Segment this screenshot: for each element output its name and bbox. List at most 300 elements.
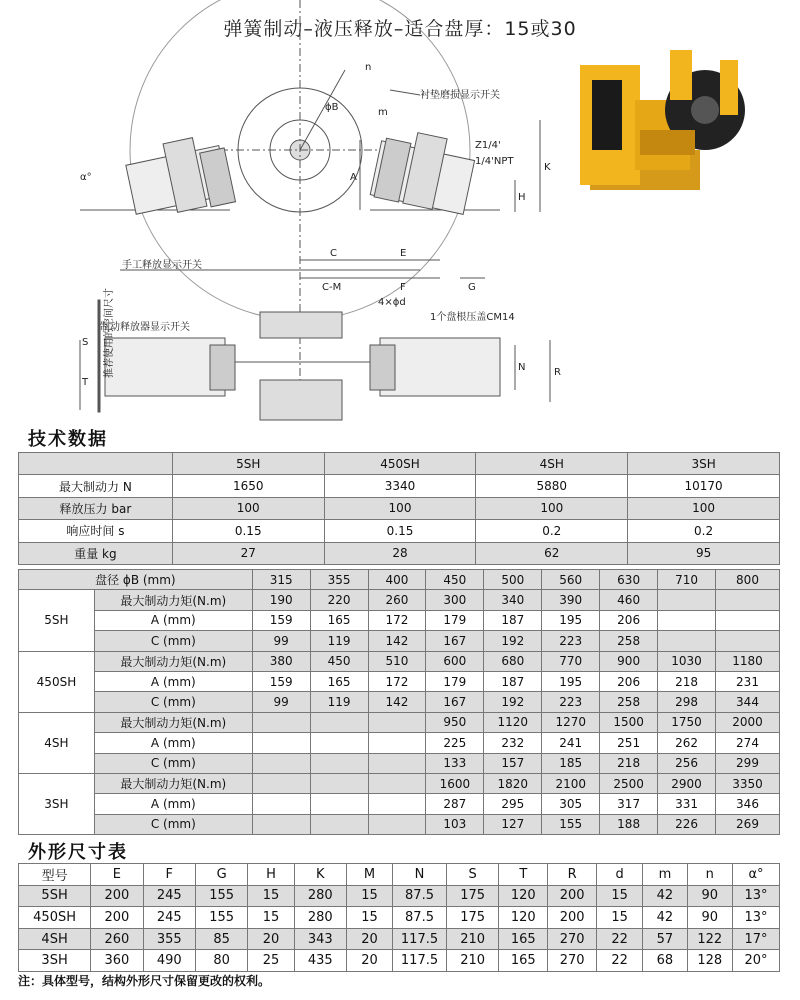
dims-cell: 343	[294, 928, 346, 950]
disc-row-label: A (mm)	[94, 671, 252, 691]
dims-cell: 490	[143, 950, 195, 972]
label-n-small: n	[365, 62, 372, 73]
disc-row	[19, 753, 780, 773]
dims-cell: 360	[91, 950, 143, 972]
disc-value-cell	[252, 773, 310, 793]
label-phib: ϕB	[325, 102, 339, 113]
disc-value-cell: 218	[658, 671, 716, 691]
photo-disc-hub	[691, 96, 719, 124]
disc-row-label: A (mm)	[94, 733, 252, 753]
disc-value-cell: 165	[310, 671, 368, 691]
disc-value-cell	[716, 631, 780, 651]
dims-cell: 90	[687, 885, 732, 907]
dims-cell: 200	[548, 907, 597, 929]
tech-cell: 最大制动力 N	[19, 475, 173, 497]
dims-header-cell: 型号	[19, 864, 91, 886]
disc-value-cell: 99	[252, 631, 310, 651]
disc-value-cell: 317	[600, 794, 658, 814]
disc-model-cell: 3SH	[19, 773, 95, 834]
dims-cell: 22	[597, 928, 643, 950]
disc-table	[18, 569, 780, 835]
dims-header-cell: R	[548, 864, 597, 886]
disc-row	[19, 794, 780, 814]
dims-heading: 外形尺寸表	[28, 842, 128, 863]
disc-row	[19, 773, 780, 793]
disc-value-cell: 251	[600, 733, 658, 753]
dims-cell: 280	[294, 885, 346, 907]
disc-value-cell: 340	[484, 590, 542, 610]
disc-value-cell	[658, 590, 716, 610]
dims-header-cell: α°	[732, 864, 779, 886]
disc-value-cell: 172	[368, 610, 426, 630]
dims-cell: 3SH	[19, 950, 91, 972]
dims-cell: 13°	[732, 907, 779, 929]
dims-cell: 117.5	[393, 950, 447, 972]
tech-cell: 5880	[476, 475, 628, 497]
dims-cell: 175	[446, 907, 498, 929]
dims-cell: 13°	[732, 885, 779, 907]
disc-value-cell: 225	[426, 733, 484, 753]
disc-value-cell: 295	[484, 794, 542, 814]
dims-cell: 20	[248, 928, 294, 950]
dims-row	[19, 928, 780, 950]
disc-value-cell	[252, 753, 310, 773]
disc-value-cell: 179	[426, 671, 484, 691]
disc-value-cell: 206	[600, 610, 658, 630]
disc-value-cell: 241	[542, 733, 600, 753]
disc-value-cell	[310, 712, 368, 732]
dims-cell: 270	[548, 950, 597, 972]
disc-value-cell: 142	[368, 631, 426, 651]
disc-value-cell: 950	[426, 712, 484, 732]
dims-cell: 165	[499, 950, 548, 972]
label-c: C	[330, 248, 337, 259]
disc-value-cell: 390	[542, 590, 600, 610]
disc-value-cell: 167	[426, 631, 484, 651]
tech-cell: 响应时间 s	[19, 520, 173, 542]
dims-cell: 15	[597, 907, 643, 929]
disc-row	[19, 712, 780, 732]
disc-model-cell: 5SH	[19, 590, 95, 651]
disc-diameter-cell: 450	[426, 570, 484, 590]
disc-value-cell: 192	[484, 692, 542, 712]
disc-value-cell: 167	[426, 692, 484, 712]
label-cm: C-M	[322, 282, 342, 293]
dims-cell: 15	[248, 885, 294, 907]
disc-value-cell: 119	[310, 692, 368, 712]
space-marker	[98, 300, 100, 412]
disc-value-cell: 159	[252, 671, 310, 691]
disc-model-cell: 450SH	[19, 651, 95, 712]
label-s: S	[82, 337, 89, 348]
tech-header-cell: 3SH	[628, 453, 780, 475]
photo-right-arm	[720, 60, 738, 115]
disc-value-cell: 206	[600, 671, 658, 691]
disc-diameter-cell: 400	[368, 570, 426, 590]
disc-model-cell: 4SH	[19, 712, 95, 773]
disc-value-cell: 2500	[600, 773, 658, 793]
disc-value-cell	[310, 773, 368, 793]
tech-cell: 3340	[324, 475, 476, 497]
tech-cell: 0.2	[476, 520, 628, 542]
dims-header-cell: T	[499, 864, 548, 886]
disc-value-cell: 133	[426, 753, 484, 773]
dims-cell: 87.5	[393, 885, 447, 907]
tech-heading: 技术数据	[28, 429, 108, 450]
dims-header-cell: d	[597, 864, 643, 886]
disc-value-cell: 1180	[716, 651, 780, 671]
label-lining-wear: 衬垫磨损显示开关	[420, 90, 500, 101]
disc-row	[19, 651, 780, 671]
disc-row-label: C (mm)	[94, 753, 252, 773]
label-z: Z1/4'	[475, 140, 501, 151]
label-plug: 1个盘根压盖CM14	[430, 312, 515, 323]
disc-value-cell: 2900	[658, 773, 716, 793]
disc-value-cell	[658, 631, 716, 651]
disc-row	[19, 692, 780, 712]
disc-diameter-cell: 355	[310, 570, 368, 590]
disc-value-cell	[310, 753, 368, 773]
dims-cell: 117.5	[393, 928, 447, 950]
tech-cell: 27	[172, 542, 324, 564]
dims-cell: 20°	[732, 950, 779, 972]
disc-value-cell: 274	[716, 733, 780, 753]
label-t: T	[82, 377, 89, 388]
label-r: R	[554, 367, 561, 378]
dims-cell: 87.5	[393, 907, 447, 929]
disc-diameter-cell: 710	[658, 570, 716, 590]
photo-dark-panel	[592, 80, 622, 150]
label-space: 推荐使用的空间尺寸	[104, 288, 115, 378]
tech-row	[19, 497, 780, 519]
disc-value-cell: 305	[542, 794, 600, 814]
label-e: E	[400, 248, 407, 259]
disc-value-cell: 157	[484, 753, 542, 773]
disc-value-cell: 260	[368, 590, 426, 610]
disc-row	[19, 590, 780, 610]
dims-header-cell: F	[143, 864, 195, 886]
disc-value-cell: 185	[542, 753, 600, 773]
dims-cell: 4SH	[19, 928, 91, 950]
tech-cell: 100	[628, 497, 780, 519]
leader-wear	[390, 90, 420, 95]
disc-value-cell: 165	[310, 610, 368, 630]
disc-value-cell: 232	[484, 733, 542, 753]
disc-value-cell: 460	[600, 590, 658, 610]
tech-cell: 0.2	[628, 520, 780, 542]
dims-header-cell: n	[687, 864, 732, 886]
disc-value-cell: 1030	[658, 651, 716, 671]
label-a: A	[350, 172, 357, 183]
dims-cell: 122	[687, 928, 732, 950]
disc-row-label: 最大制动力矩(N.m)	[94, 773, 252, 793]
tech-cell: 0.15	[172, 520, 324, 542]
dims-cell: 20	[346, 950, 392, 972]
disc-diameter-cell: 800	[716, 570, 780, 590]
shaft-bottom	[260, 380, 342, 420]
disc-value-cell	[368, 794, 426, 814]
dims-header-cell: N	[393, 864, 447, 886]
dims-cell: 15	[346, 907, 392, 929]
dims-cell: 245	[143, 907, 195, 929]
disc-value-cell	[310, 814, 368, 834]
disc-value-cell: 99	[252, 692, 310, 712]
disc-value-cell: 223	[542, 692, 600, 712]
technical-drawing	[60, 40, 560, 420]
disc-value-cell: 155	[542, 814, 600, 834]
page-title: 弹簧制动–液压释放–适合盘厚：15或30	[223, 18, 577, 40]
disc-value-cell: 331	[658, 794, 716, 814]
shaft-top	[260, 312, 342, 338]
dims-cell: 22	[597, 950, 643, 972]
tech-cell: 1650	[172, 475, 324, 497]
disc-row-label: C (mm)	[94, 692, 252, 712]
disc-header-row	[19, 570, 780, 590]
dims-cell: 15	[346, 885, 392, 907]
tech-cell: 释放压力 bar	[19, 497, 173, 519]
disc-value-cell: 300	[426, 590, 484, 610]
disc-value-cell: 1600	[426, 773, 484, 793]
disc-value-cell: 190	[252, 590, 310, 610]
tech-cell: 0.15	[324, 520, 476, 542]
label-alpha: α°	[80, 172, 92, 183]
disc-value-cell: 159	[252, 610, 310, 630]
disc-value-cell	[252, 712, 310, 732]
dims-cell: 128	[687, 950, 732, 972]
disc-value-cell: 103	[426, 814, 484, 834]
dims-cell: 57	[643, 928, 687, 950]
disc-value-cell	[310, 733, 368, 753]
disc-value-cell: 258	[600, 631, 658, 651]
dims-cell: 280	[294, 907, 346, 929]
dims-cell: 200	[548, 885, 597, 907]
dims-table	[18, 863, 780, 972]
label-k: K	[544, 162, 551, 173]
dims-header-cell: K	[294, 864, 346, 886]
label-release-switch: 制动释放器显示开关	[100, 322, 190, 333]
disc-row-label: C (mm)	[94, 631, 252, 651]
dims-cell: 25	[248, 950, 294, 972]
disc-value-cell	[252, 733, 310, 753]
dims-header-cell: G	[195, 864, 247, 886]
disc-diameter-cell: 560	[542, 570, 600, 590]
dims-cell: 120	[499, 885, 548, 907]
disc-diameter-cell: 500	[484, 570, 542, 590]
disc-value-cell: 1820	[484, 773, 542, 793]
disc-value-cell: 256	[658, 753, 716, 773]
disc-value-cell: 600	[426, 651, 484, 671]
right-caliper-top	[380, 338, 500, 396]
tech-cell: 62	[476, 542, 628, 564]
footnote: 注：具体型号，结构外形尺寸保留更改的权利。	[18, 974, 271, 988]
disc-value-cell: 510	[368, 651, 426, 671]
disc-value-cell: 346	[716, 794, 780, 814]
disc-row	[19, 733, 780, 753]
dims-cell: 260	[91, 928, 143, 950]
disc-value-cell: 1270	[542, 712, 600, 732]
disc-value-cell: 226	[658, 814, 716, 834]
disc-value-cell: 298	[658, 692, 716, 712]
dims-cell: 155	[195, 885, 247, 907]
label-m: m	[378, 107, 388, 118]
tech-cell: 100	[324, 497, 476, 519]
dims-row	[19, 885, 780, 907]
dims-cell: 5SH	[19, 885, 91, 907]
disc-row-label: A (mm)	[94, 794, 252, 814]
tech-header-cell: 5SH	[172, 453, 324, 475]
disc-value-cell: 900	[600, 651, 658, 671]
disc-row	[19, 610, 780, 630]
photo-arm	[670, 50, 692, 100]
tech-header-cell: 4SH	[476, 453, 628, 475]
dims-cell: 210	[446, 928, 498, 950]
disc-value-cell: 344	[716, 692, 780, 712]
label-n: N	[518, 362, 526, 373]
dims-cell: 80	[195, 950, 247, 972]
disc-row-label: A (mm)	[94, 610, 252, 630]
disc-value-cell: 188	[600, 814, 658, 834]
dims-cell: 200	[91, 885, 143, 907]
dims-cell: 155	[195, 907, 247, 929]
label-f: F	[400, 282, 406, 293]
tech-cell: 10170	[628, 475, 780, 497]
dims-cell: 450SH	[19, 907, 91, 929]
right-pad	[370, 345, 395, 390]
tech-header-row	[19, 453, 780, 475]
dims-cell: 17°	[732, 928, 779, 950]
tech-row	[19, 542, 780, 564]
disc-value-cell: 1500	[600, 712, 658, 732]
dims-cell: 42	[643, 885, 687, 907]
disc-value-cell	[658, 610, 716, 630]
dims-row	[19, 907, 780, 929]
disc-value-cell: 119	[310, 631, 368, 651]
disc-row-label: C (mm)	[94, 814, 252, 834]
disc-row	[19, 814, 780, 834]
disc-value-cell	[716, 610, 780, 630]
disc-value-cell: 2100	[542, 773, 600, 793]
disc-header-label: 盘径 ϕB (mm)	[19, 570, 253, 590]
dims-cell: 20	[346, 928, 392, 950]
dims-cell: 165	[499, 928, 548, 950]
disc-value-cell: 1120	[484, 712, 542, 732]
disc-value-cell: 195	[542, 610, 600, 630]
dims-cell: 120	[499, 907, 548, 929]
tech-cell: 28	[324, 542, 476, 564]
dims-header-cell: E	[91, 864, 143, 886]
label-g: G	[468, 282, 476, 293]
disc-value-cell: 2000	[716, 712, 780, 732]
disc-value-cell	[368, 814, 426, 834]
disc-value-cell: 770	[542, 651, 600, 671]
disc-value-cell	[368, 712, 426, 732]
tech-header-cell	[19, 453, 173, 475]
disc-value-cell	[368, 773, 426, 793]
disc-value-cell: 380	[252, 651, 310, 671]
label-holes: 4×ϕd	[378, 297, 406, 308]
photo-cylinder	[640, 130, 695, 155]
disc-value-cell: 220	[310, 590, 368, 610]
disc-row-label: 最大制动力矩(N.m)	[94, 590, 252, 610]
dims-cell: 210	[446, 950, 498, 972]
disc-value-cell: 192	[484, 631, 542, 651]
dims-header-cell: m	[643, 864, 687, 886]
disc-row	[19, 671, 780, 691]
dims-header-cell: H	[248, 864, 294, 886]
left-caliper-side	[126, 138, 236, 215]
disc-value-cell: 179	[426, 610, 484, 630]
dims-cell: 270	[548, 928, 597, 950]
disc-diameter-cell: 630	[600, 570, 658, 590]
disc-value-cell: 680	[484, 651, 542, 671]
dims-header-row	[19, 864, 780, 886]
disc-row-label: 最大制动力矩(N.m)	[94, 651, 252, 671]
tech-cell: 100	[172, 497, 324, 519]
tech-header-cell: 450SH	[324, 453, 476, 475]
dims-cell: 68	[643, 950, 687, 972]
tech-cell: 100	[476, 497, 628, 519]
disc-value-cell: 262	[658, 733, 716, 753]
dims-cell: 90	[687, 907, 732, 929]
tech-row	[19, 520, 780, 542]
disc-value-cell: 3350	[716, 773, 780, 793]
disc-value-cell: 195	[542, 671, 600, 691]
left-caliper-top	[105, 338, 225, 396]
disc-value-cell	[716, 590, 780, 610]
dims-cell: 245	[143, 885, 195, 907]
disc-value-cell: 269	[716, 814, 780, 834]
disc-value-cell	[368, 733, 426, 753]
dims-cell: 42	[643, 907, 687, 929]
disc-diameter-cell: 315	[252, 570, 310, 590]
disc-row	[19, 631, 780, 651]
disc-value-cell: 127	[484, 814, 542, 834]
tech-table	[18, 452, 780, 565]
right-caliper-side	[370, 133, 474, 215]
disc-value-cell: 187	[484, 671, 542, 691]
disc-value-cell: 187	[484, 610, 542, 630]
disc-value-cell: 287	[426, 794, 484, 814]
disc-value-cell: 1750	[658, 712, 716, 732]
disc-value-cell: 231	[716, 671, 780, 691]
dims-cell: 15	[248, 907, 294, 929]
disc-value-cell: 172	[368, 671, 426, 691]
dims-cell: 200	[91, 907, 143, 929]
dims-cell: 435	[294, 950, 346, 972]
label-manual-release: 手工释放显示开关	[122, 260, 202, 271]
dims-cell: 85	[195, 928, 247, 950]
disc-value-cell: 142	[368, 692, 426, 712]
disc-value-cell: 218	[600, 753, 658, 773]
disc-row-label: 最大制动力矩(N.m)	[94, 712, 252, 732]
dims-header-cell: M	[346, 864, 392, 886]
tech-cell: 重量 kg	[19, 542, 173, 564]
disc-value-cell: 450	[310, 651, 368, 671]
dims-cell: 175	[446, 885, 498, 907]
disc-value-cell: 299	[716, 753, 780, 773]
dims-row	[19, 950, 780, 972]
tech-cell: 95	[628, 542, 780, 564]
disc-value-cell	[252, 814, 310, 834]
product-photo	[580, 40, 750, 200]
disc-value-cell	[310, 794, 368, 814]
disc-value-cell: 223	[542, 631, 600, 651]
disc-value-cell	[252, 794, 310, 814]
dims-header-cell: S	[446, 864, 498, 886]
left-pad	[210, 345, 235, 390]
tech-row	[19, 475, 780, 497]
disc-value-cell	[368, 753, 426, 773]
